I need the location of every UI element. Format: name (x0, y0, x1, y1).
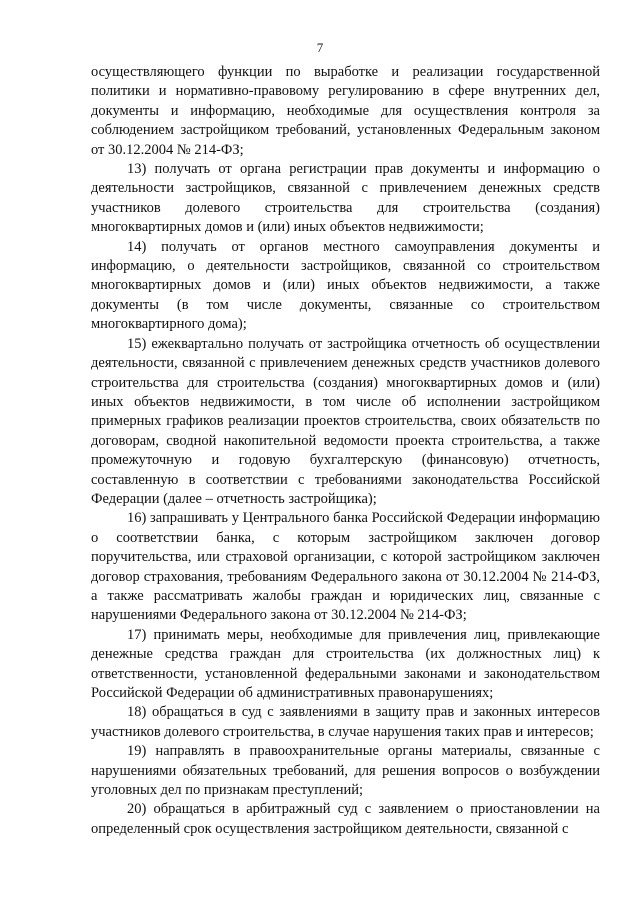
paragraph-item-13: 13) получать от органа регистрации прав документы и информацию о деятельности застройщиков, связанной с привлечением денежных средств участников долевого строительства для строительства (создания) многоквартирных домов и (или) иных объектов недвижимости; (91, 161, 600, 236)
paragraph-item-19: 19) направлять в правоохранительные органы материалы, связанные с нарушениями обязательных требований, для решения вопросов о возбуждении уголовных дел по признакам преступлений; (91, 743, 600, 799)
paragraph-item-14: 14) получать от органов местного самоуправления документы и информацию, о деятельности застройщиков, связанной со строительством многоквартирных домов и (или) иных объектов недвижимости, а также документы (в том числе документы, связанные со строительством многоквартирного дома); (91, 238, 600, 333)
paragraph-item-20: 20) обращаться в арбитражный суд с заявлением о приостановлении на определенный срок осуществления застройщиком деятельности, связанной с (91, 801, 600, 837)
paragraph-item-18: 18) обращаться в суд с заявлениями в защиту прав и законных интересов участников долевого строительства, в случае нарушения таких прав и интересов; (91, 704, 600, 740)
paragraph-item-16: 16) запрашивать у Центрального банка Российской Федерации информацию о соответствии банка, с которым застройщиком заключен договор поручительства, или страховой организации, с которой застройщиком заключен договор страхования, требованиям Федерального закона от 30.12.2004 № 214-ФЗ, а также рассматривать жалобы граждан и юридических лиц, связанные с нарушениями Федерального закона от 30.12.2004 № 214-ФЗ; (91, 510, 600, 624)
paragraph-item-15: 15) ежеквартально получать от застройщика отчетность об осуществлении деятельности, связанной с привлечением денежных средств участников долевого строительства для строительства (создания) многоквартирных домов и (или) иных объектов недвижимости, в том числе об исполнении застройщиком примерных графиков реализации проектов строительства, своих обязательств по договорам, сводной накопительной ведомости проекта строительства, а также промежуточную и годовую бухгалтерскую (финансовую) отчетность, составленную в соответствии с требованиями законодательства Российской Федерации (далее – отчетность застройщика); (91, 335, 600, 507)
page-number: 7 (316, 40, 324, 55)
paragraph-item-17: 17) принимать меры, необходимые для привлечения лиц, привлекающие денежные средства граждан для строительства (их должностных лиц) к ответственности, установленной федеральными законами и законодательством Российской Федерации об административных правонарушениях; (91, 626, 600, 701)
document-body (91, 63, 600, 839)
paragraph-continuation: осуществляющего функции по выработке и реализации государственной политики и нормативно-правовому регулированию в сфере внутренних дел, документы и информацию, необходимые для осуществления контроля за соблюдением застройщиком требований, установленных Федеральным законом от 30.12.2004 № 214-ФЗ; (91, 64, 600, 158)
